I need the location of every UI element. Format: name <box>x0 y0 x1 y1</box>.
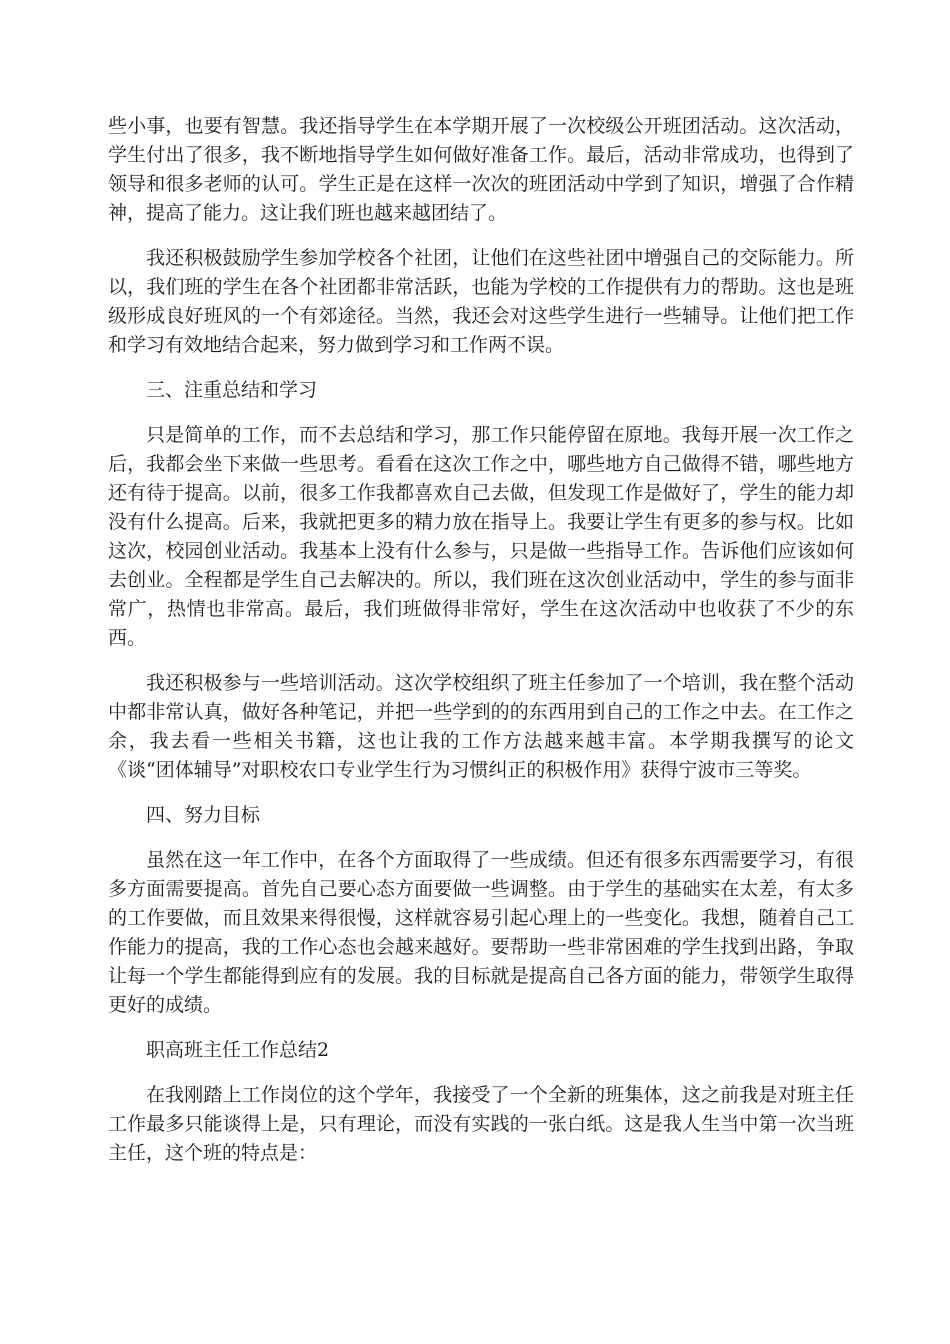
section-heading-4: 四、努力目标 <box>146 804 261 826</box>
paragraph-continued: 些小事，也要有智慧。我还指导学生在本学期开展了一次校级公开班团活动。这次活动，学生付出了很多，我不断地指导学生如何做好准备工作。最后，活动非常成功，也得到了领导和很多老师的认可。学生正是在这样一次次的班团活动中学到了知识，增强了合作精神，提高了能力。这让我们班也越来越团结了。 <box>108 115 854 224</box>
paragraph-summary: 只是简单的工作，而不去总结和学习，那工作只能停留在原地。我每开展一次工作之后，我都会坐下来做一些思考。看看在这次工作之中，哪些地方自己做得不错，哪些地方还有待于提高。以前，很多工作我都喜欢自己去做，但发现工作是做好了，学生的能力却没有什么提高。后来，我就把更多的精力放在指导上。我要让学生有更多的参与权。比如这次，校园创业活动。我基本上没有什么参与，只是做一些指导工作。告诉他们应该如何去创业。全程都是学生自己去解决的。所以，我们班在这次创业活动中，学生的参与面非常广，热情也非常高。最后，我们班做得非常好，学生在这次活动中也收获了不少的东西。 <box>108 424 854 649</box>
paragraph-training: 我还积极参与一些培训活动。这次学校组织了班主任参加了一个培训，我在整个活动中都非常认真，做好各种笔记，并把一些学到的的东西用到自己的工作之中去。在工作之余，我去看一些相关书籍，这也让我的工作方法越来越丰富。本学期我撰写的论文《谈“团体辅导”对职校农口专业学生行为习惯纠正的积极作用》获得宁波市三等奖。 <box>108 672 854 781</box>
paragraph-goals: 虽然在这一年工作中，在各个方面取得了一些成绩。但还有很多东西需要学习，有很多方面需要提高。首先自己要心态方面要做一些调整。由于学生的基础实在太差，有太多的工作要做，而且效果来得很慢，这样就容易引起心理上的一些变化。我想，随着自己工作能力的提高，我的工作心态也会越来越好。要帮助一些非常困难的学生找到出路，争取让每一个学生都能得到应有的发展。我的目标就是提高自己各方面的能力，带领学生取得更好的成绩。 <box>108 849 854 1016</box>
paragraph-intro-2: 在我刚踏上工作岗位的这个学年，我接受了一个全新的班集体，这之前我是对班主任工作最多只能谈得上是，只有理论，而没有实践的一张白纸。这是我人生当中第一次当班主任，这个班的特点是： <box>108 1084 854 1164</box>
paragraph-clubs: 我还积极鼓励学生参加学校各个社团，让他们在这些社团中增强自己的交际能力。所以，我们班的学生在各个社团都非常活跃，也能为学校的工作提供有力的帮助。这也是班级形成良好班风的一个有郊途径。当然，我还会对这些学生进行一些辅导。让他们把工作和学习有效地结合起来，努力做到学习和工作两不误。 <box>108 247 854 356</box>
section-heading-3: 三、注重总结和学习 <box>146 379 318 401</box>
document-body <box>108 112 854 1184</box>
article-title-2: 职高班主任工作总结2 <box>146 1039 330 1061</box>
